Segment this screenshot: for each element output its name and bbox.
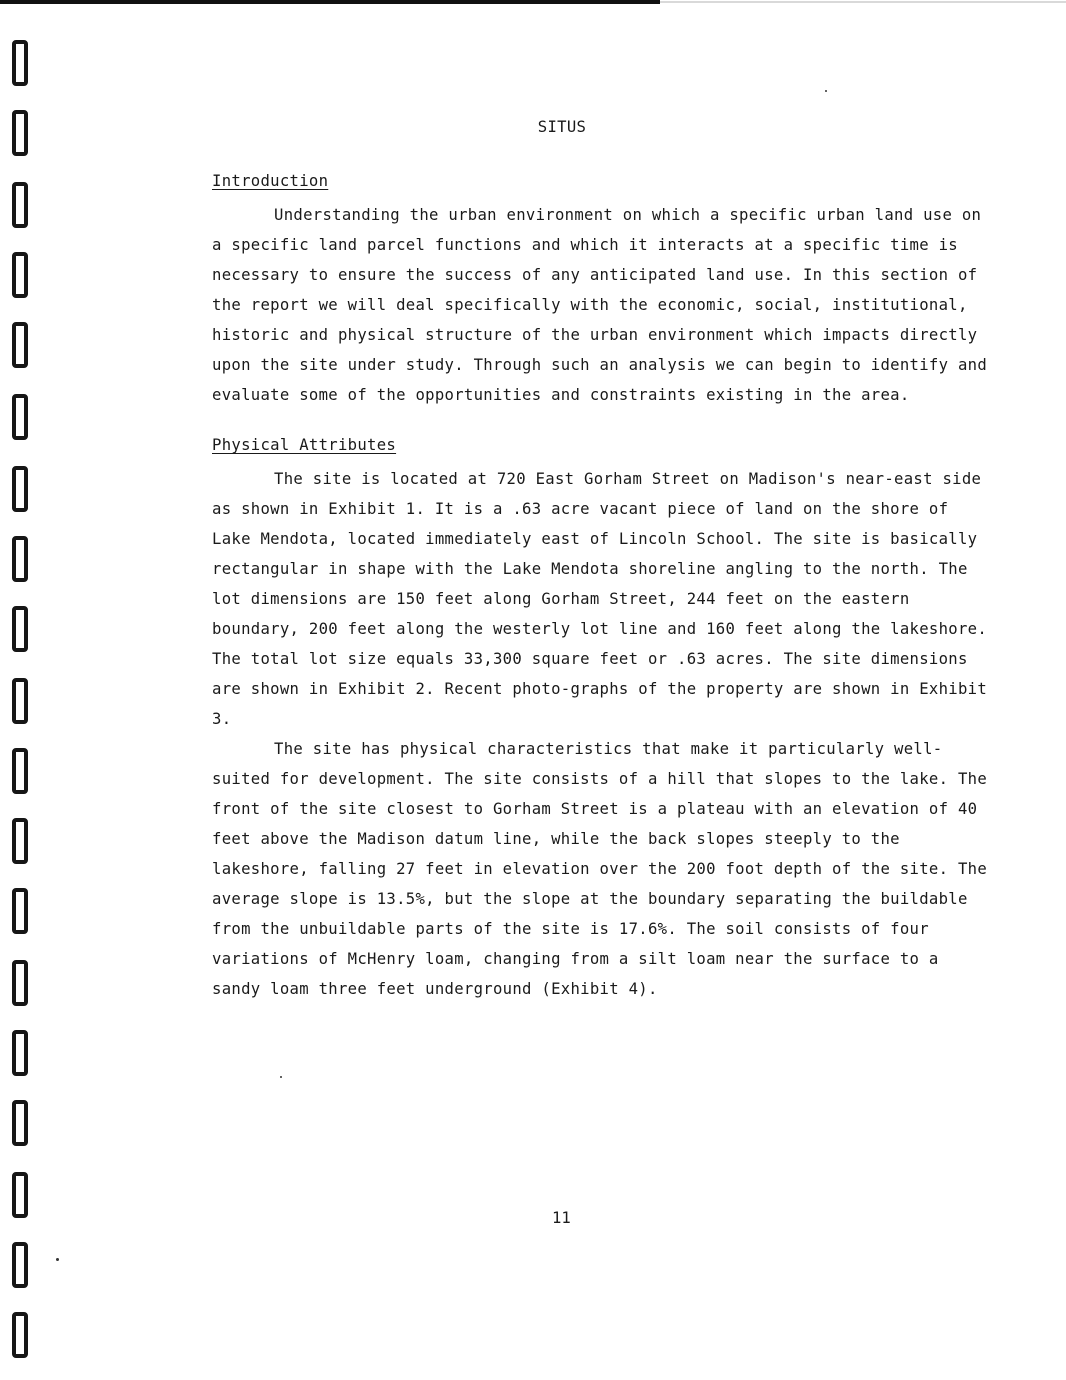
binding-holes xyxy=(8,30,38,1380)
binding-hole xyxy=(12,1312,28,1358)
document-page xyxy=(212,118,992,1004)
scan-speck xyxy=(280,1076,282,1078)
scan-speck xyxy=(56,1258,59,1261)
binding-hole xyxy=(12,466,28,512)
paragraph: The site is located at 720 East Gorham Street on Madison's near-east side as shown in Exhibit 1. It is a .63 acre vacant piece of land on the shore of Lake Mendota, located immediately east of Lincoln School. The site is basically rectangular in shape with the Lake Mendota shoreline angling to the north. The lot dimensions are 150 feet along Gorham Street, 244 feet on the eastern boundary, 200 feet along the westerly lot line and 160 feet along the lakeshore. The total lot size equals 33,300 square feet or .63 acres. The site dimensions are shown in Exhibit 2. Recent photo-graphs of the property are shown in Exhibit 3. xyxy=(212,470,988,728)
binding-hole xyxy=(12,394,28,440)
page-heading: SITUS xyxy=(537,118,587,136)
binding-hole xyxy=(12,1100,28,1146)
section-introduction xyxy=(212,172,992,410)
binding-hole xyxy=(12,1030,28,1076)
binding-hole xyxy=(12,748,28,794)
binding-hole xyxy=(12,960,28,1006)
binding-hole xyxy=(12,182,28,228)
binding-hole xyxy=(12,322,28,368)
binding-hole xyxy=(12,678,28,724)
binding-hole xyxy=(12,1242,28,1288)
binding-hole xyxy=(12,110,28,156)
binding-hole xyxy=(12,536,28,582)
binding-hole xyxy=(12,40,28,86)
binding-hole xyxy=(12,1172,28,1218)
top-border-line xyxy=(0,0,660,4)
paragraph: Understanding the urban environment on which a specific urban land use on a specific land parcel functions and which it interacts at a specific time is necessary to ensure the success of any anticipated land use. In this section of the report we will deal specifically with the economic, social, institutional, historic and physical structure of the urban environment which impacts directly upon the site under study. Through such an analysis we can begin to identify and evaluate some of the opportunities and constraints existing in the area. xyxy=(212,206,988,404)
paragraph: The site has physical characteristics that make it particularly well-suited for development. The site consists of a hill that slopes to the lake. The front of the site closest to Gorham Street is a plateau with an elevation of 40 feet above the Madison datum line, while the back slopes steeply to the lakeshore, falling 27 feet in elevation over the 200 foot depth of the site. The average slope is 13.5%, but the slope at the boundary separating the buildable from the unbuildable parts of the site is 17.6%. The soil consists of four variations of McHenry loam, changing from a silt loam near the surface to a sandy loam three feet underground (Exhibit 4). xyxy=(212,740,988,998)
section-physical-attributes xyxy=(212,436,992,1004)
binding-hole xyxy=(12,888,28,934)
top-border-line-faint xyxy=(660,1,1066,3)
section-title-physical-attributes: Physical Attributes xyxy=(212,436,397,454)
page-number: 11 xyxy=(552,1209,571,1227)
binding-hole xyxy=(12,818,28,864)
scan-speck xyxy=(825,90,827,92)
binding-hole xyxy=(12,606,28,652)
binding-hole xyxy=(12,252,28,298)
section-title-introduction: Introduction xyxy=(212,172,329,190)
